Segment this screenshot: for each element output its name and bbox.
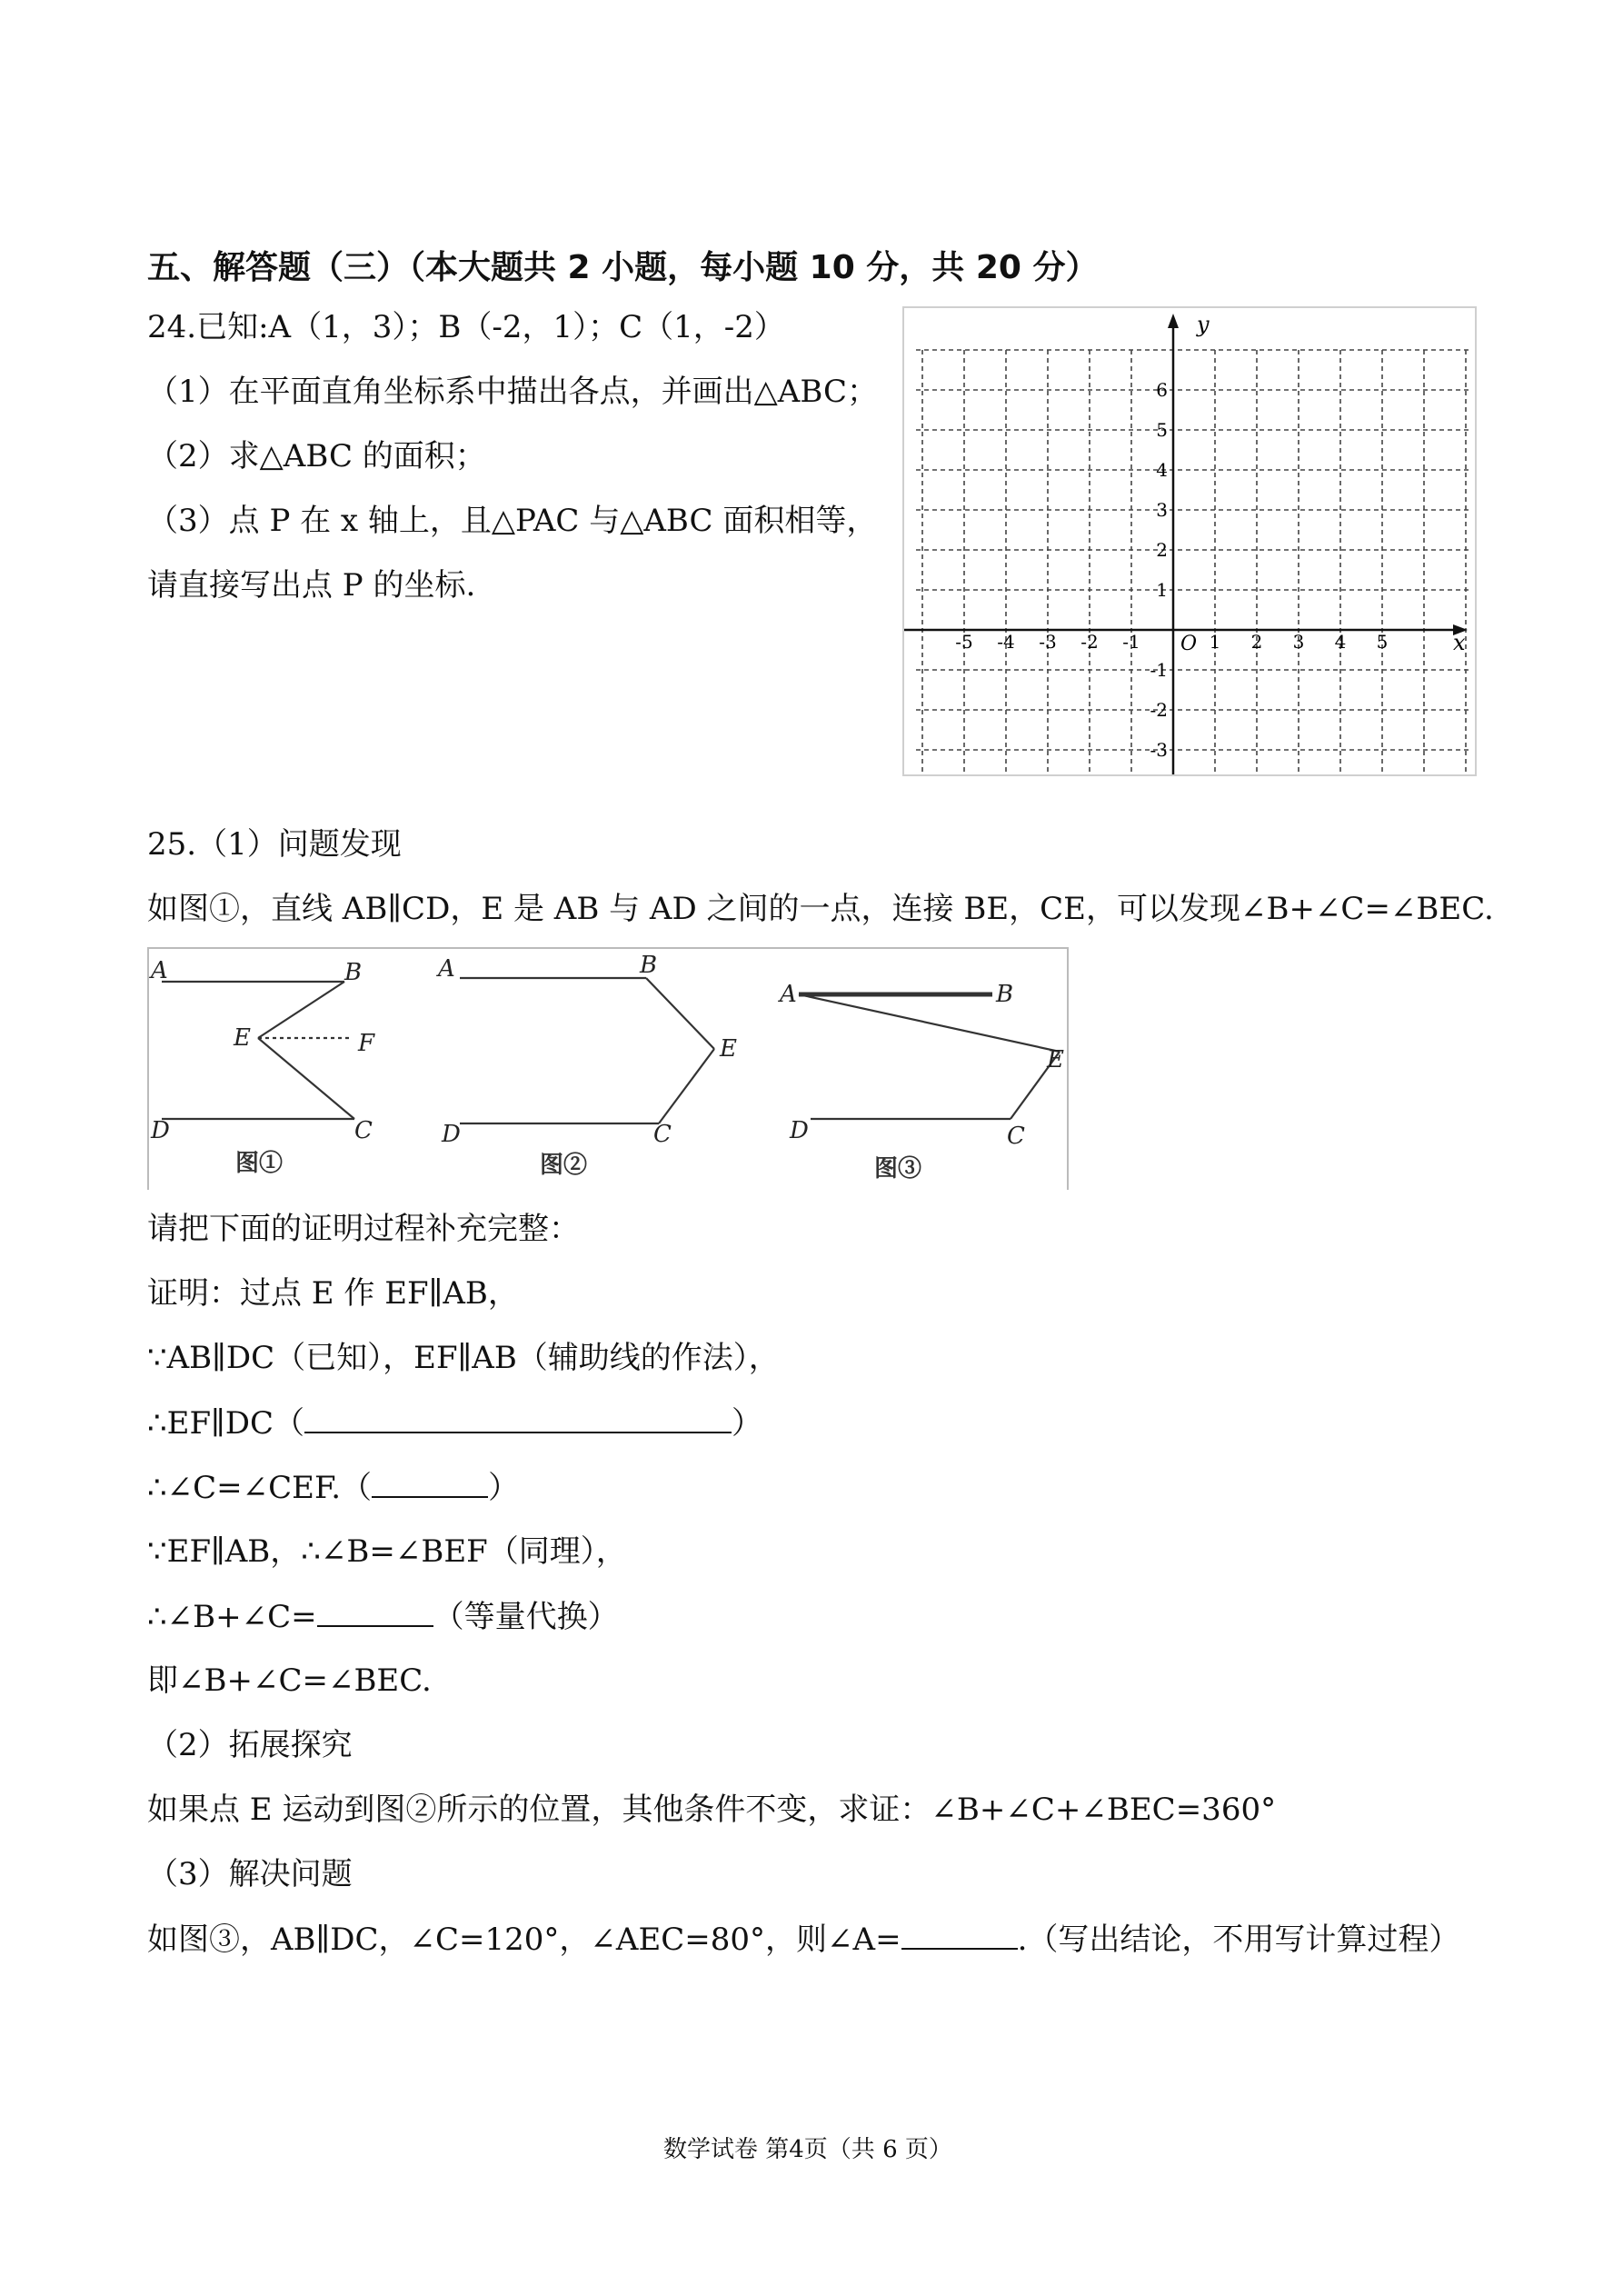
fig2-caption: 图② [540,1152,588,1179]
y-axis-arrow-icon [1168,314,1179,328]
section-title: 五、解答题（三）（本大题共 2 小题，每小题 10 分，共 20 分） [147,249,1099,286]
figure-3 [799,994,1060,1119]
proof-6-text: ∴∠B+∠C= [147,1599,317,1635]
fig3-label-d: D [790,1117,809,1144]
fig1-label-a: A [151,957,168,984]
fig3-caption: 图③ [874,1155,922,1183]
proof-3-text: ∴EF∥DC（ [147,1405,305,1442]
q24-stem: 24.已知:A（1，3）；B（-2，1）；C（1，-2） [147,309,785,345]
x-tick-label: 2 [1250,631,1263,653]
x-axis-label: x [1453,630,1466,655]
x-tick-label: -2 [1080,631,1099,653]
x-tick-label: 1 [1209,631,1221,653]
x-tick-label: -3 [1039,631,1057,653]
part3-note: .（写出结论，不用写计算过程） [1017,1922,1460,1958]
q24-part2: （2）求△ABC 的面积； [147,438,486,474]
answer-blank-angle-a[interactable] [901,1921,1018,1950]
proof-6-reason: （等量代换） [433,1599,619,1635]
fig3-label-b: B [996,981,1014,1008]
proof-4-text: ∴∠C=∠CEF.（ [147,1470,373,1506]
fig1-label-e: E [234,1024,251,1052]
q25-part2-text: 如果点 E 运动到图②所示的位置，其他条件不变，求证：∠B+∠C+∠BEC=360° [147,1792,1277,1828]
q25-proof-2: ∵AB∥DC（已知），EF∥AB（辅助线的作法）， [147,1340,780,1376]
x-tick-label: -5 [955,631,973,653]
fig1-caption: 图① [235,1150,284,1177]
y-axis-label: y [1197,312,1210,337]
y-tick-labels [1150,379,1168,761]
fig1-label-c: C [354,1117,373,1144]
y-tick-label: 1 [1156,579,1168,601]
x-tick-label: -4 [997,631,1015,653]
grid-lines [916,350,1469,774]
fig2-label-d: D [442,1121,461,1148]
fig1-label-d: D [151,1117,170,1144]
x-tick-labels [955,631,1388,653]
q25-proof-6 [147,1598,619,1635]
fig2-label-c: C [653,1121,672,1148]
q25-prompt: 请把下面的证明过程补充完整： [147,1211,580,1247]
q25-part3-title: （3）解决问题 [147,1856,353,1892]
q25-intro: 如图①，直线 AB∥CD，E 是 AB 与 AD 之间的一点，连接 BE，CE，可以发现∠B+∠C=∠BEC. [147,891,1494,927]
y-tick-label: 5 [1156,419,1168,441]
reason-blank-1[interactable] [304,1404,732,1433]
fig2-label-a: A [438,955,455,983]
q25-proof-3 [147,1404,762,1442]
q25-title: 25.（1）问题发现 [147,826,402,863]
fig3-label-c: C [1007,1123,1025,1150]
proof-4-close: ） [488,1470,520,1506]
fig3-label-e: E [1047,1046,1064,1073]
geometry-figures [147,947,1069,1190]
y-tick-label: -2 [1150,699,1168,721]
fig1-label-f: F [358,1030,375,1057]
fig1-label-b: B [344,959,363,986]
fig2-label-b: B [640,952,658,979]
q24-part3-a: （3）点 P 在 x 轴上，且△PAC 与△ABC 面积相等， [147,503,878,539]
q25-part2-title: （2）拓展探究 [147,1727,353,1763]
y-tick-label: 3 [1156,499,1168,521]
fig2-label-e: E [720,1035,737,1063]
figure-1 [162,982,354,1119]
y-tick-label: 2 [1156,539,1168,561]
coordinate-grid-svg [904,308,1475,774]
origin-label: O [1180,633,1198,655]
geometry-figures-svg [149,949,1067,1190]
q25-proof-7: 即∠B+∠C=∠BEC. [147,1662,432,1699]
answer-blank-angle-sum[interactable] [317,1598,433,1627]
y-tick-label: 4 [1156,459,1168,481]
x-tick-label: 4 [1334,631,1347,653]
x-tick-label: 5 [1376,631,1389,653]
q25-proof-1: 证明：过点 E 作 EF∥AB， [147,1275,519,1312]
reason-blank-2[interactable] [372,1469,488,1498]
y-tick-label: -1 [1150,659,1168,681]
q24-part1: （1）在平面直角坐标系中描出各点，并画出△ABC； [147,374,878,410]
page-footer: 数学试卷 第4页（共 6 页） [663,2136,952,2163]
fig3-label-a: A [780,981,797,1008]
figure-2 [460,978,714,1123]
q25-proof-4 [147,1469,519,1506]
q25-proof-5: ∵EF∥AB，∴∠B=∠BEF（同理）， [147,1533,627,1570]
q25-part3-text [147,1921,1459,1958]
q24-part3-b: 请直接写出点 P 的坐标. [147,567,476,604]
y-tick-label: -3 [1150,739,1168,761]
part3-question: 如图③，AB∥DC，∠C=120°，∠AEC=80°，则∠A= [147,1922,901,1958]
y-tick-label: 6 [1156,379,1168,401]
proof-3-close: ） [732,1405,763,1442]
coordinate-grid [902,306,1477,776]
x-tick-label: -1 [1122,631,1140,653]
x-tick-label: 3 [1292,631,1305,653]
